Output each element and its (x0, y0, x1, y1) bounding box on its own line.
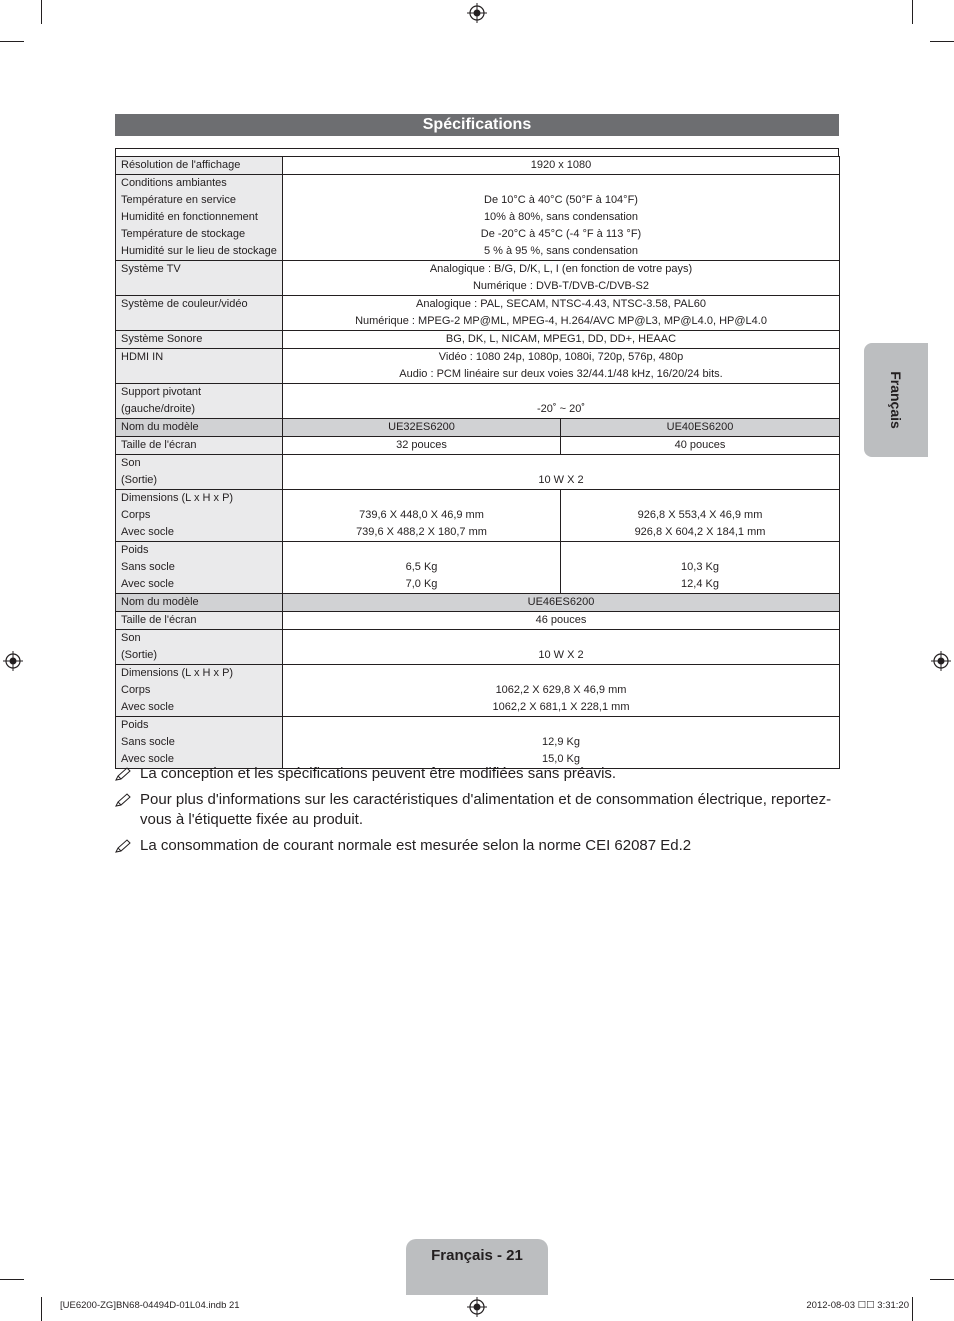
cell-line: Analogique : PAL, SECAM, NTSC-4.43, NTSC-3.58, PAL60 (415, 298, 706, 310)
spec-value-cell (283, 612, 840, 630)
cell-line: Dimensions (L x H x P) (121, 667, 234, 679)
cell-line: 6,5 Kg (405, 561, 438, 573)
cell-line: De 10°C à 40°C (50°F à 104°F) (484, 194, 638, 206)
cell-line: 15,0 Kg (542, 753, 580, 765)
cell-line: Avec socle (121, 578, 174, 590)
spec-value-cell (283, 455, 840, 490)
cell-line (288, 490, 555, 507)
spec-label-cell (116, 455, 283, 490)
crop-mark (0, 41, 24, 42)
language-tab-label: Français (888, 371, 904, 429)
cell-line: 46 pouces (535, 614, 587, 626)
cell-line: Son (121, 632, 141, 644)
spec-value-cell (283, 157, 840, 175)
model-name-row (116, 594, 840, 612)
cell-line (288, 717, 834, 734)
spec-value-cell (283, 490, 561, 542)
spec-label-cell (116, 419, 283, 437)
spec-value-cell (283, 594, 840, 612)
cell-line: 1062,2 X 629,8 X 46,9 mm (495, 684, 627, 696)
cell-line: 926,8 X 553,4 X 46,9 mm (637, 509, 763, 521)
cell-line (121, 366, 277, 383)
spec-value-cell (561, 490, 840, 542)
cell-line: 926,8 X 604,2 X 184,1 mm (634, 526, 766, 538)
cell-line: Système TV (121, 263, 181, 275)
spec-value-cell (283, 717, 840, 769)
cell-line (566, 490, 834, 507)
table-row (116, 296, 840, 331)
language-tab (864, 343, 928, 457)
spec-value-cell (283, 665, 840, 717)
spec-label-cell (116, 384, 283, 419)
spec-label-cell (116, 437, 283, 455)
cell-line: 12,9 Kg (542, 736, 580, 748)
spec-value-cell (561, 542, 840, 594)
spec-value-cell (561, 419, 840, 437)
cell-line: Avec socle (121, 701, 174, 713)
table-top-rule (115, 148, 839, 156)
cell-line (121, 278, 277, 295)
registration-mark-icon (931, 651, 951, 671)
model-name-row (116, 419, 840, 437)
pencil-note-icon (115, 839, 131, 853)
table-row (116, 157, 840, 175)
cell-line: Résolution de l'affichage (121, 159, 241, 171)
spec-label-cell (116, 331, 283, 349)
table-row (116, 612, 840, 630)
spec-value-cell (283, 331, 840, 349)
cell-line: -20˚ ~ 20˚ (537, 403, 585, 415)
crop-mark (912, 0, 913, 24)
cell-line: Taille de l'écran (121, 439, 197, 451)
spec-label-cell (116, 594, 283, 612)
spec-value-cell (283, 437, 561, 455)
cell-line: Humidité en fonctionnement (121, 211, 258, 223)
crop-mark (41, 1297, 42, 1321)
spec-value-cell (283, 175, 840, 261)
note-text: La consommation de courant normale est mesurée selon la norme CEI 62087 Ed.2 (140, 837, 692, 854)
print-slug-left: [UE6200-ZG]BN68-04494D-01L04.indb 21 (60, 1300, 240, 1311)
cell-line: Son (121, 457, 141, 469)
cell-line: Poids (121, 719, 149, 731)
table-row (116, 717, 840, 769)
spec-value-cell (283, 296, 840, 331)
table-row (116, 437, 840, 455)
cell-line: 32 pouces (396, 439, 447, 451)
cell-line: Dimensions (L x H x P) (121, 492, 234, 504)
cell-line: 10,3 Kg (681, 561, 719, 573)
crop-mark (0, 1279, 24, 1280)
cell-line: (Sortie) (121, 474, 158, 486)
table-row (116, 630, 840, 665)
spec-label-cell (116, 296, 283, 331)
cell-line: Sans socle (121, 736, 175, 748)
spec-value-cell (283, 630, 840, 665)
cell-line (288, 175, 834, 192)
cell-line (121, 313, 277, 330)
cell-line: 10% à 80%, sans condensation (483, 211, 639, 223)
crop-mark (912, 1297, 913, 1321)
spec-label-cell (116, 349, 283, 384)
cell-line: Nom du modèle (121, 421, 199, 433)
table-row (116, 175, 840, 261)
cell-line: 12,4 Kg (681, 578, 719, 590)
registration-mark-icon (3, 651, 23, 671)
spec-label-cell (116, 157, 283, 175)
cell-line: Nom du modèle (121, 596, 199, 608)
spec-label-cell (116, 490, 283, 542)
cell-line (288, 665, 834, 682)
spec-value-cell (283, 261, 840, 296)
cell-line: Conditions ambiantes (121, 177, 227, 189)
spec-label-cell (116, 261, 283, 296)
cell-line: 5 % à 95 %, sans condensation (483, 245, 639, 257)
table-row (116, 349, 840, 384)
cell-line: Système de couleur/vidéo (121, 298, 248, 310)
spec-value-cell (561, 437, 840, 455)
print-slug-right: 2012-08-03 ☐☐ 3:31:20 (806, 1300, 909, 1311)
note-text: La conception et les spécifications peuvent être modifiées sans préavis. (140, 765, 617, 782)
spec-value-cell (283, 384, 840, 419)
pencil-note-icon (115, 767, 131, 781)
cell-line: 1920 x 1080 (530, 159, 592, 171)
cell-line: Support pivotant (gauche/droite) (121, 386, 202, 415)
table-row (116, 384, 840, 419)
cell-line: UE32ES6200 (388, 421, 455, 433)
spec-value-cell (283, 542, 561, 594)
spec-label-cell (116, 175, 283, 261)
crop-mark (930, 41, 954, 42)
cell-line: HDMI IN (121, 351, 164, 363)
table-row (116, 665, 840, 717)
table-row (116, 261, 840, 296)
spec-label-cell (116, 717, 283, 769)
cell-line: Sans socle (121, 561, 175, 573)
spec-label-cell (116, 665, 283, 717)
cell-line: Taille de l'écran (121, 614, 197, 626)
cell-line: (Sortie) (121, 649, 158, 661)
table-row (116, 455, 840, 490)
note-item (115, 764, 839, 784)
cell-line: Audio : PCM linéaire sur deux voies 32/44.1/48 kHz, 16/20/24 bits. (399, 368, 723, 380)
cell-line: 1062,2 X 681,1 X 228,1 mm (492, 701, 630, 713)
spec-value-cell (283, 349, 840, 384)
cell-line: Température en service (121, 194, 236, 206)
cell-line: Humidité sur le lieu de stockage (121, 245, 277, 257)
spec-label-cell (116, 542, 283, 594)
cell-line: 739,6 X 488,2 X 180,7 mm (356, 526, 487, 538)
footer-page-tab (406, 1239, 548, 1295)
cell-line: 739,6 X 448,0 X 46,9 mm (359, 509, 484, 521)
cell-line: UE46ES6200 (527, 596, 595, 608)
cell-line (566, 542, 834, 559)
table-row (116, 331, 840, 349)
table-row (116, 542, 840, 594)
note-item (115, 836, 839, 856)
cell-line: De -20°C à 45°C (-4 °F à 113 °F) (480, 228, 642, 240)
cell-line: 7,0 Kg (405, 578, 438, 590)
table-row (116, 490, 840, 542)
note-text: Pour plus d'informations sur les caractéristiques d'alimentation et de consommation électrique, reportez-vous à l'étiquette fixée au produit. (140, 791, 832, 828)
cell-line: Avec socle (121, 753, 174, 765)
cell-line: Analogique : B/G, D/K, L, I (en fonction de votre pays) (429, 263, 693, 275)
cell-line: BG, DK, L, NICAM, MPEG1, DD, DD+, HEAAC (445, 333, 677, 345)
cell-line: 10 W X 2 (538, 474, 584, 486)
cell-line (288, 542, 555, 559)
cell-line: Corps (121, 509, 151, 521)
cell-line: Numérique : MPEG-2 MP@ML, MPEG-4, H.264/AVC MP@L3, MP@L4.0, HP@L4.0 (355, 315, 767, 327)
cell-line: 10 W X 2 (538, 649, 584, 661)
crop-mark (930, 1279, 954, 1280)
pencil-note-icon (115, 793, 131, 807)
cell-line: Température de stockage (121, 228, 246, 240)
cell-line: Avec socle (121, 526, 174, 538)
spec-value-cell (283, 419, 561, 437)
note-item (115, 790, 839, 830)
page-number: Français - 21 (431, 1247, 523, 1264)
spec-label-cell (116, 630, 283, 665)
registration-mark-icon (467, 3, 487, 23)
spec-table (115, 156, 840, 769)
cell-line (288, 455, 834, 472)
page-title: Spécifications (115, 114, 839, 136)
crop-mark (41, 0, 42, 24)
cell-line: Vidéo : 1080 24p, 1080p, 1080i, 720p, 576p, 480p (438, 351, 684, 363)
cell-line: Corps (121, 684, 151, 696)
cell-line: Numérique : DVB-T/DVB-C/DVB-S2 (472, 280, 650, 292)
cell-line: Poids (121, 544, 149, 556)
cell-line: UE40ES6200 (666, 421, 734, 433)
cell-line (288, 630, 834, 647)
cell-line: Système Sonore (121, 333, 203, 345)
cell-line: 40 pouces (674, 439, 726, 451)
registration-mark-icon (467, 1297, 487, 1317)
notes (115, 764, 839, 862)
spec-label-cell (116, 612, 283, 630)
